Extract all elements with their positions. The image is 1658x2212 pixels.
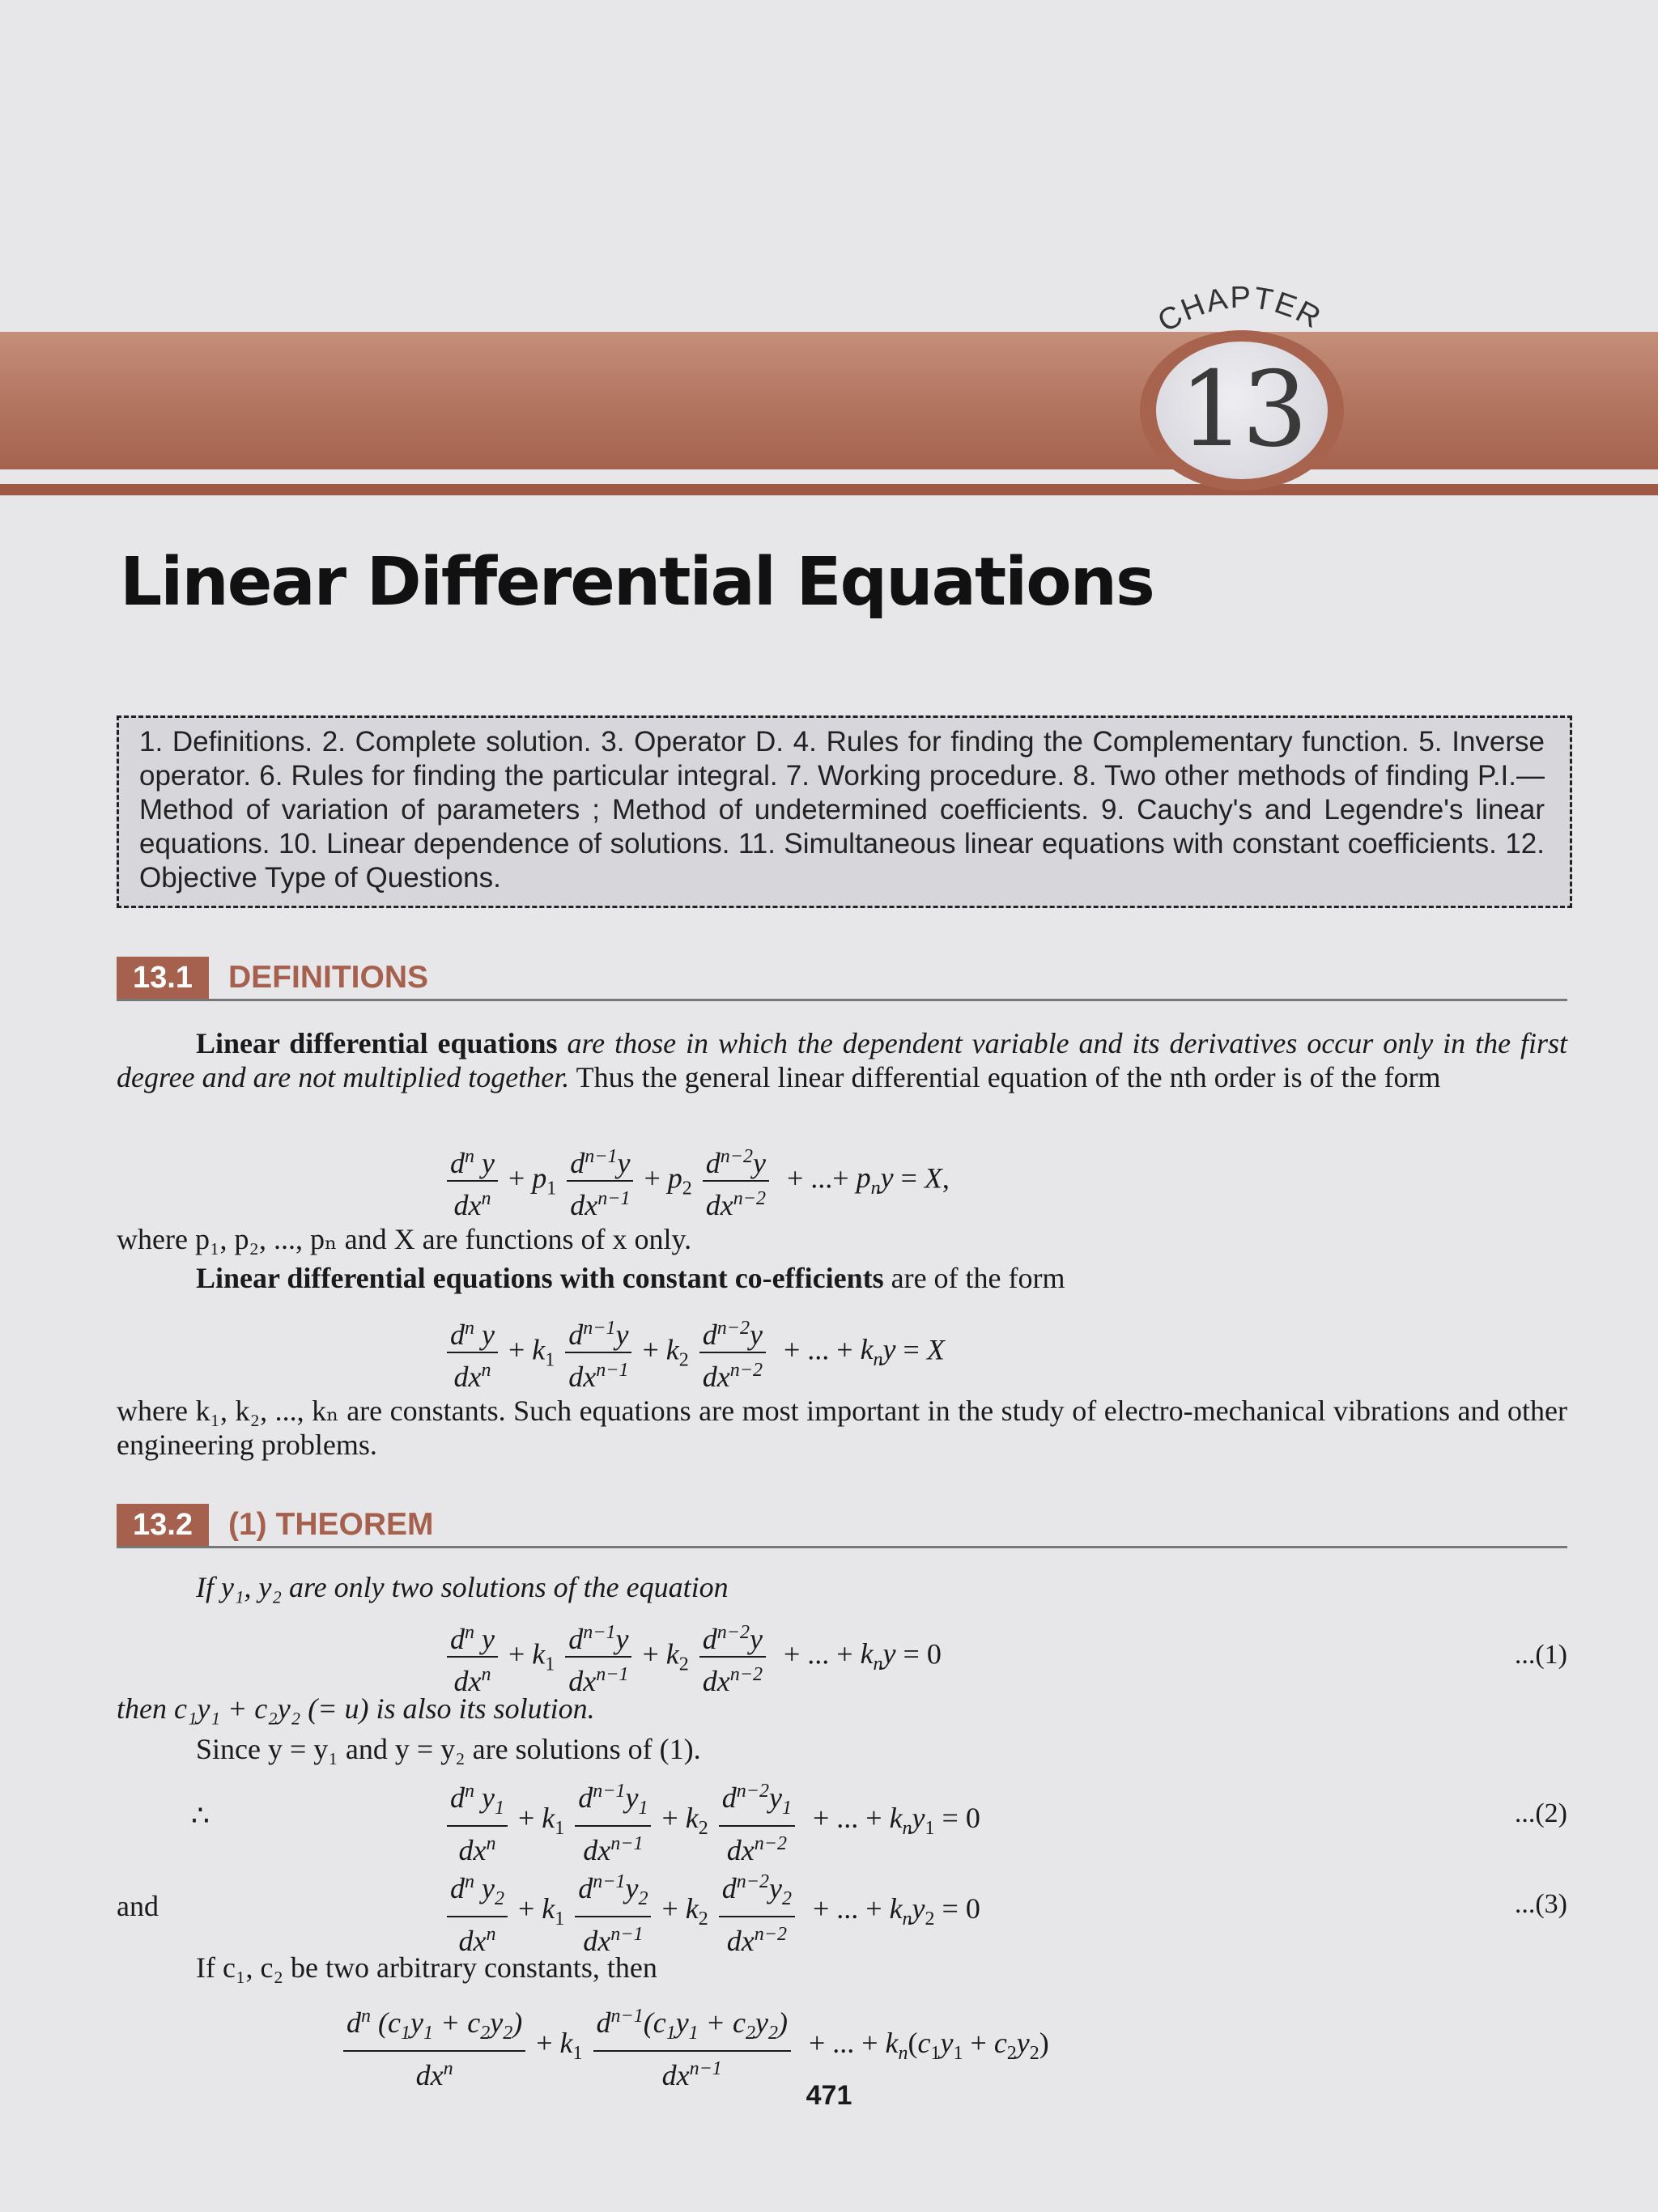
equation-constant-coeff: $d^n$ y $dx^n$ + $k_1$ $d^{n-1}y$ $dx^{n-1}$ + $k_2$ $d^{n-2}y$ $dx^{n-2}$ + ... + $k_ny = X$ [444, 1311, 945, 1394]
where-k-text: where k₁, k₂, ..., kₙ are constants. Such equations are most important in the study of electro-mechanical vibrations and other engineering problems. [117, 1395, 1567, 1461]
since-text: Since y = y₁ and y = y₂ are solutions of (1). [196, 1733, 701, 1765]
equation-general-linear: $d^n$ y $dx^n$ + $p_1$ $d^{n-1}y$ $dx^{n-1}$ + $p_2$ $d^{n-2}y$ $dx^{n-2}$ + ...+ $p_ny = X$, [444, 1140, 950, 1222]
chapter-band [0, 332, 1658, 469]
equation-2: $d^n$ $y_1$ $dx^n$ + $k_1$ $d^{n-1}y_1$ $dx^{n-1}$ + $k_2$ $d^{n-2}y_1$ $dx^{n-2}$ + ... + $k_ny_1 = 0$ [444, 1774, 980, 1867]
equation-number-1: ...(1) [1514, 1640, 1567, 1670]
definition-rest: Thus the general linear differential equation of the nth order is of the form [576, 1061, 1441, 1093]
equation-combination: $d^n$ $(c_1y_1 + c_2y_2)$ $dx^n$ + $k_1$ $d^{n-1}(c_1y_1 + c_2y_2)$ $dx^{n-1}$ + ... + $k_n(c_1y_1 + c_2y_2)$ [340, 1999, 1049, 2092]
and-text: and [117, 1890, 159, 1922]
section-heading-13-2 [117, 1504, 1567, 1548]
definition-term: Linear differential equations [196, 1027, 558, 1059]
section-number: 13.2 [117, 1504, 209, 1546]
where-p-text: where p₁, p₂, ..., pₙ and X are functions of x only. [117, 1223, 692, 1255]
theorem-if: If y₁, y₂ are only two solutions of the equation [196, 1571, 729, 1603]
section-title: DEFINITIONS [228, 960, 429, 995]
theorem-conclusion [117, 1692, 595, 1726]
chapter-band-rule [0, 484, 1658, 495]
page-number: 471 [806, 2080, 852, 2111]
definition-paragraph [117, 1026, 1567, 1094]
section-number: 13.1 [117, 957, 209, 999]
equation-1: $d^n$ y $dx^n$ + $k_1$ $d^{n-1}y$ $dx^{n-1}$ + $k_2$ $d^{n-2}y$ $dx^{n-2}$ + ... + $k_ny = 0$ [444, 1615, 942, 1698]
definition-text: are those in which the dependent variable and its derivatives occur only in the first degree and are not multiplied together. [117, 1027, 1568, 1093]
theorem-then: then c₁y₁ + c₂y₂ (= u) is also its solution. [117, 1692, 595, 1725]
contents-text: 1. Definitions. 2. Complete solution. 3. Operator D. 4. Rules for finding the Complementary function. 5. Inverse operator. 6. Rules for finding the particular integral. 7. Working procedure. 8. Two other methods of finding P.I.— Method of variation of parameters ; Method of undetermined coefficients. 9. Cauchy's and Legendre's linear equations. 10. Linear dependence of solutions. 11. Simultaneous linear equations with constant coefficients. 12. Objective Type of Questions. [139, 726, 1545, 894]
constant-coeff-paragraph [196, 1261, 1065, 1295]
svg-text:CHAPTER: CHAPTER [1152, 280, 1328, 339]
if-constants-text: If c₁, c₂ be two arbitrary constants, then [196, 1951, 657, 1984]
chapter-number: 13 [1179, 350, 1305, 470]
equation-number-3: ...(3) [1514, 1889, 1567, 1919]
therefore-symbol: ∴ [191, 1799, 210, 1832]
constant-coeff-term: Linear differential equations with constant co-efficients [196, 1262, 884, 1294]
theorem-statement [196, 1570, 729, 1604]
section-title: (1) THEOREM [228, 1507, 434, 1542]
section-heading-13-1 [117, 957, 1567, 1001]
constant-coeff-rest: are of the form [891, 1262, 1065, 1294]
equation-number-2: ...(2) [1514, 1798, 1567, 1828]
chapter-title: Linear Differential Equations [120, 544, 1154, 621]
equation-3: $d^n$ $y_2$ $dx^n$ + $k_1$ $d^{n-1}y_2$ $dx^{n-1}$ + $k_2$ $d^{n-2}y_2$ $dx^{n-2}$ + ... + $k_ny_2 = 0$ [444, 1865, 980, 1958]
